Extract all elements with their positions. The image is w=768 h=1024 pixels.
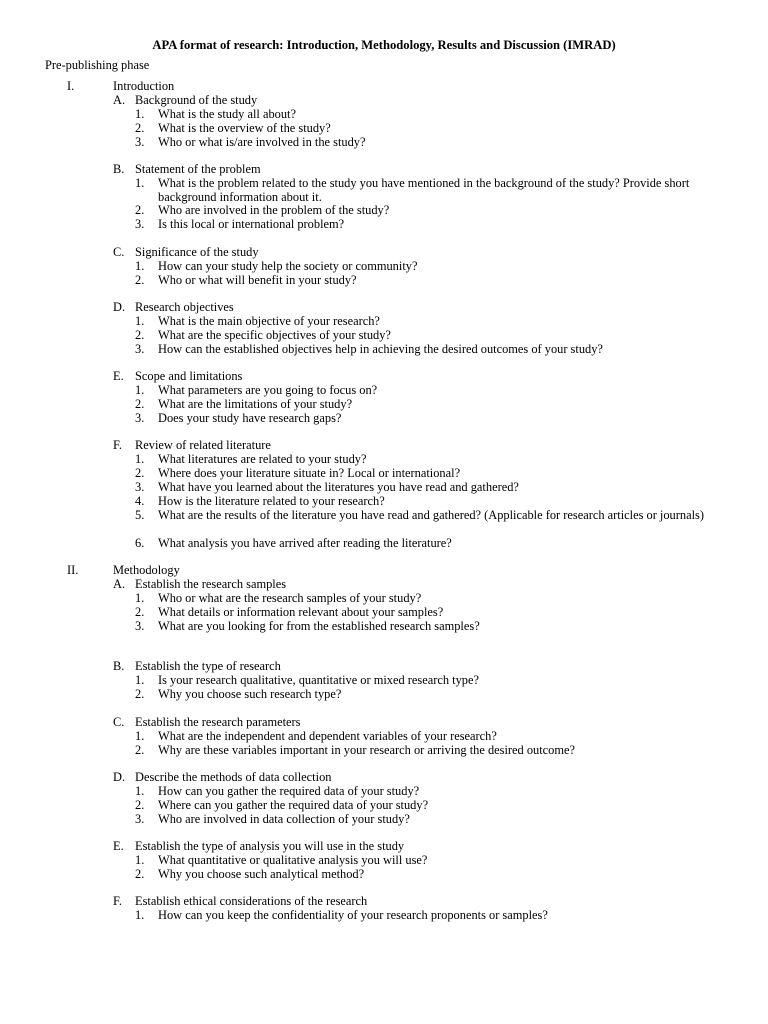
item-number: 2.: [135, 273, 145, 287]
item-text: Who or what is/are involved in the study?: [158, 135, 366, 149]
item-number: 3.: [135, 812, 145, 826]
item-text: What analysis you have arrived after reading the literature?: [158, 536, 452, 550]
item-number: 4.: [135, 494, 145, 508]
item-text: Is this local or international problem?: [158, 217, 345, 231]
item-number: 1.: [135, 729, 145, 743]
item-text: What is the study all about?: [158, 107, 296, 121]
item-text: Why are these variables important in your research or arriving the desired outcome?: [158, 743, 575, 757]
item-number: 2.: [135, 397, 145, 411]
phase-heading: Pre-publishing phase: [45, 58, 150, 72]
item-number: 1.: [135, 259, 145, 273]
item-text: Is your research qualitative, quantitative or mixed research type?: [158, 673, 479, 687]
section-title-data-collection: Describe the methods of data collection: [135, 770, 332, 784]
section-letter: B.: [113, 659, 125, 673]
section-letter: F.: [113, 438, 122, 452]
item-text: How is the literature related to your research?: [158, 494, 385, 508]
item-number: 3.: [135, 342, 145, 356]
item-number: 3.: [135, 480, 145, 494]
item-number: 1.: [135, 908, 145, 922]
item-text: Why you choose such analytical method?: [158, 867, 365, 881]
section-title-research-objectives: Research objectives: [135, 300, 234, 314]
item-text: How can your study help the society or community?: [158, 259, 418, 273]
item-text: Who are involved in data collection of your study?: [158, 812, 410, 826]
section-title-review-literature: Review of related literature: [135, 438, 271, 452]
item-number: 2.: [135, 867, 145, 881]
section-title-type-of-research: Establish the type of research: [135, 659, 281, 673]
section-title-research-parameters: Establish the research parameters: [135, 715, 301, 729]
item-text: How can the established objectives help in achieving the desired outcomes of your study?: [158, 342, 603, 356]
item-text: What is the problem related to the study you have mentioned in the background of the study? Provide short background information about it.: [158, 176, 690, 204]
item-number: 3.: [135, 619, 145, 633]
item-number: 2.: [135, 203, 145, 217]
item-text: What is the overview of the study?: [158, 121, 331, 135]
section-title-research-samples: Establish the research samples: [135, 577, 287, 591]
item-text: Does your study have research gaps?: [158, 411, 342, 425]
item-text: Who or what will benefit in your study?: [158, 273, 357, 287]
section-letter: B.: [113, 162, 125, 176]
item-number: 3.: [135, 135, 145, 149]
section-letter: C.: [113, 245, 125, 259]
item-number: 2.: [135, 743, 145, 757]
section-title-type-of-analysis: Establish the type of analysis you will use in the study: [135, 839, 405, 853]
item-text: What literatures are related to your study?: [158, 452, 367, 466]
item-number: 3.: [135, 411, 145, 425]
item-text: What are the specific objectives of your study?: [158, 328, 391, 342]
item-text: What parameters are you going to focus on?: [158, 383, 378, 397]
section-letter: E.: [113, 839, 124, 853]
document-title: APA format of research: Introduction, Methodology, Results and Discussion (IMRAD): [152, 38, 616, 52]
item-text: What are the independent and dependent variables of your research?: [158, 729, 497, 743]
item-number: 2.: [135, 798, 145, 812]
item-number: 5.: [135, 508, 145, 522]
item-number: 2.: [135, 328, 145, 342]
section-letter: F.: [113, 894, 122, 908]
item-text: What is the main objective of your research?: [158, 314, 380, 328]
item-number: 1.: [135, 673, 145, 687]
item-number: 2.: [135, 121, 145, 135]
item-text: Where does your literature situate in? Local or international?: [158, 466, 461, 480]
part-numeral-methodology: II.: [67, 563, 79, 577]
section-letter: A.: [113, 93, 126, 107]
item-number: 1.: [135, 383, 145, 397]
part-title-methodology: Methodology: [113, 563, 180, 577]
item-text: What are the results of the literature you have read and gathered? (Applicable for research articles or journals): [158, 508, 704, 522]
item-number: 1.: [135, 591, 145, 605]
item-number: 1.: [135, 176, 145, 190]
item-text: What details or information relevant about your samples?: [158, 605, 444, 619]
item-text: Why you choose such research type?: [158, 687, 342, 701]
item-text: What are the limitations of your study?: [158, 397, 353, 411]
item-number: 1.: [135, 853, 145, 867]
item-text: Who are involved in the problem of the study?: [158, 203, 390, 217]
section-title-significance: Significance of the study: [135, 245, 259, 259]
item-text: How can you keep the confidentiality of your research proponents or samples?: [158, 908, 548, 922]
section-title-scope-limitations: Scope and limitations: [135, 369, 243, 383]
section-letter: C.: [113, 715, 125, 729]
item-text: What quantitative or qualitative analysis you will use?: [158, 853, 428, 867]
item-text: How can you gather the required data of your study?: [158, 784, 420, 798]
item-number: 2.: [135, 466, 145, 480]
item-text: What have you learned about the literatures you have read and gathered?: [158, 480, 519, 494]
item-text: Who or what are the research samples of your study?: [158, 591, 422, 605]
section-letter: D.: [113, 770, 126, 784]
item-number: 2.: [135, 687, 145, 701]
section-letter: E.: [113, 369, 124, 383]
item-text: Where can you gather the required data of your study?: [158, 798, 429, 812]
section-title-ethical-considerations: Establish ethical considerations of the research: [135, 894, 368, 908]
item-number: 1.: [135, 452, 145, 466]
section-letter: D.: [113, 300, 126, 314]
item-number: 1.: [135, 314, 145, 328]
item-text: What are you looking for from the established research samples?: [158, 619, 480, 633]
item-number: 3.: [135, 217, 145, 231]
item-number: 1.: [135, 784, 145, 798]
part-title-introduction: Introduction: [113, 79, 175, 93]
item-number: 2.: [135, 605, 145, 619]
section-title-statement-of-problem: Statement of the problem: [135, 162, 261, 176]
part-numeral-introduction: I.: [67, 79, 75, 93]
item-number: 6.: [135, 536, 145, 550]
section-title-background: Background of the study: [135, 93, 258, 107]
item-number: 1.: [135, 107, 145, 121]
section-letter: A.: [113, 577, 126, 591]
